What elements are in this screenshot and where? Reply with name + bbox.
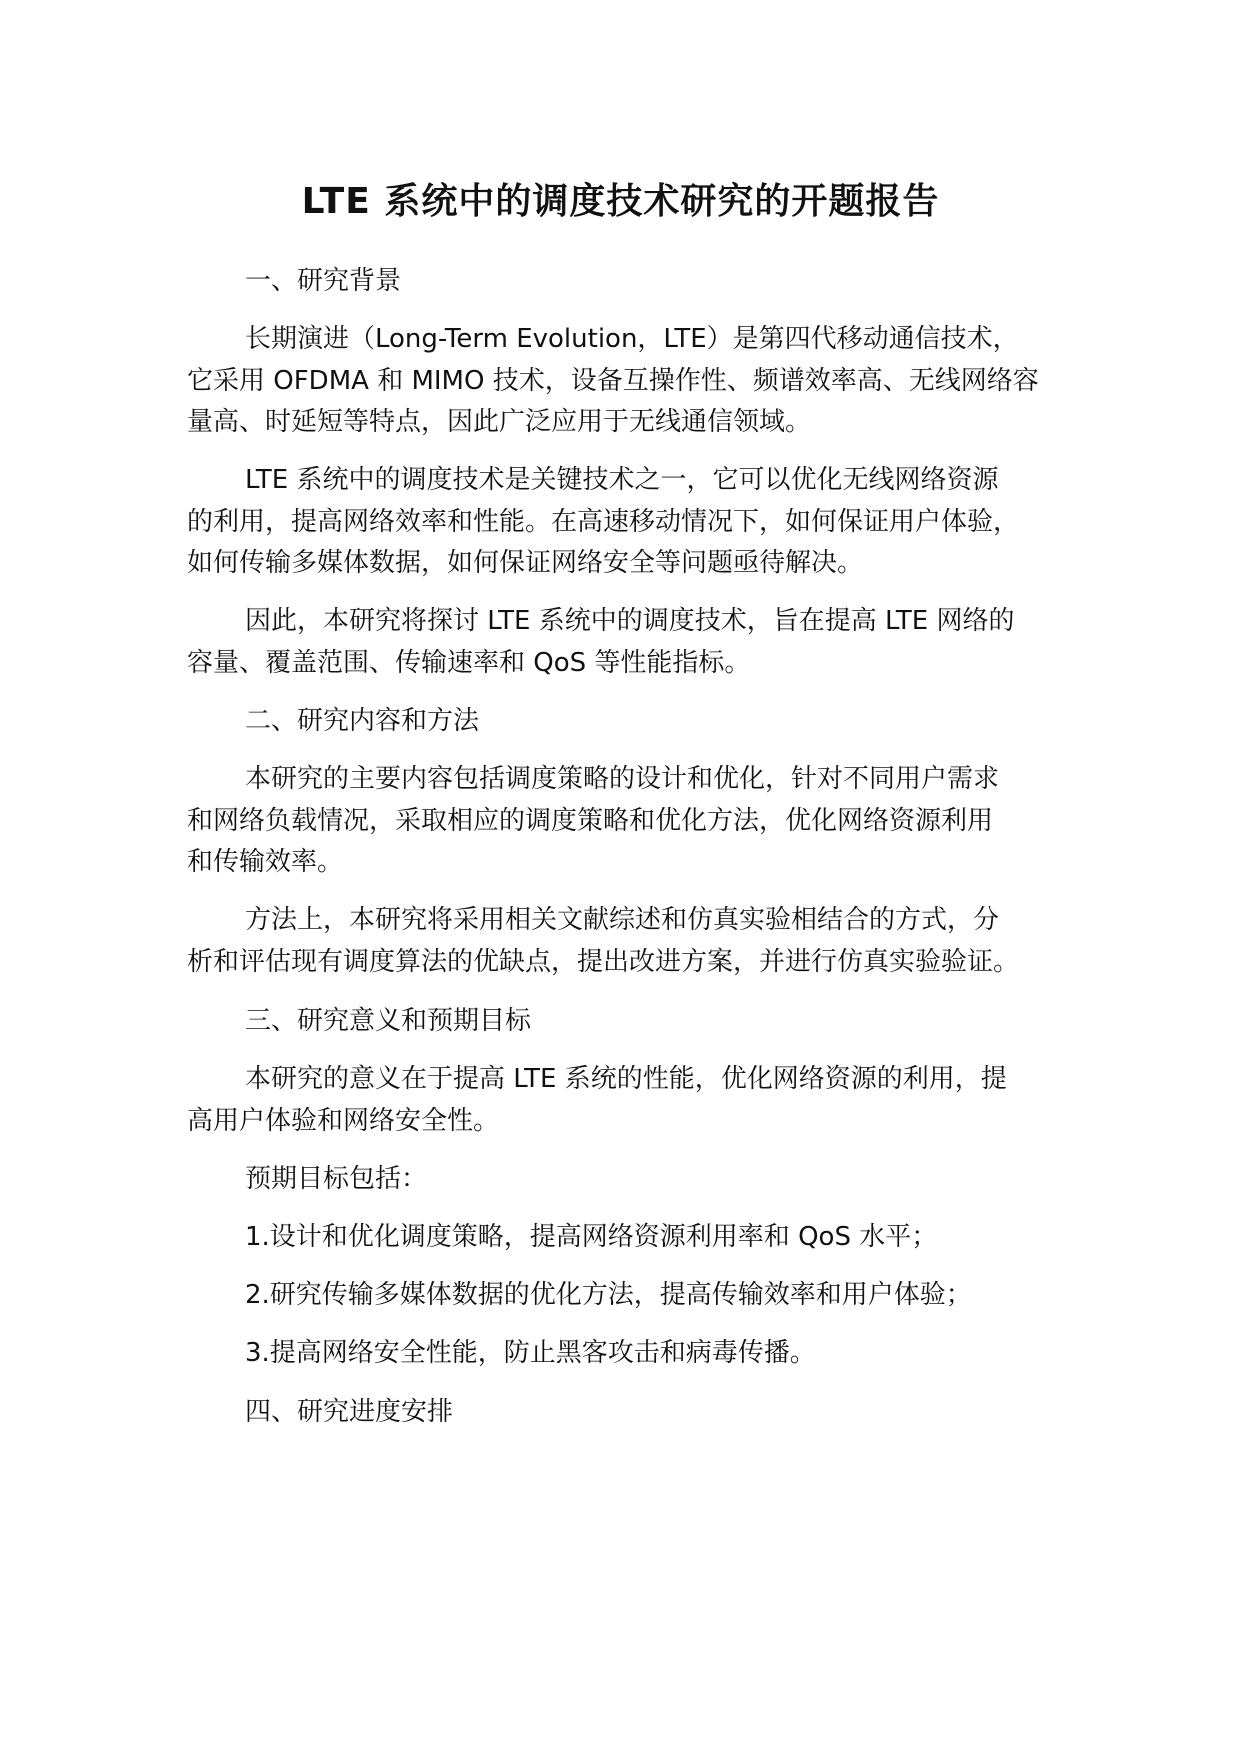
paragraph-line: 析和评估现有调度算法的优缺点，提出改进方案，并进行仿真实验验证。 [187,947,1020,977]
paragraph-line: 因此，本研究将探讨 LTE 系统中的调度技术，旨在提高 LTE 网络的 [245,606,1015,636]
section-heading-background: 一、研究背景 [245,266,402,296]
paragraph-line: 和传输效率。 [187,847,344,877]
section-heading-schedule: 四、研究进度安排 [245,1397,454,1427]
paragraph-line: LTE 系统中的调度技术是关键技术之一，它可以优化无线网络资源 [245,465,999,495]
paragraph-line: 高用户体验和网络安全性。 [187,1106,500,1136]
paragraph-line: 的利用，提高网络效率和性能。在高速移动情况下，如何保证用户体验， [187,507,1020,537]
section-heading-content-method: 二、研究内容和方法 [245,706,480,736]
paragraph-line: 预期目标包括： [245,1164,428,1194]
document-title: LTE 系统中的调度技术研究的开题报告 [301,181,940,222]
paragraph-line: 它采用 OFDMA 和 MIMO 技术，设备互操作性、频谱效率高、无线网络容 [187,366,1039,396]
paragraph-line: 本研究的主要内容包括调度策略的设计和优化，针对不同用户需求 [245,764,1000,794]
list-item: 2.研究传输多媒体数据的优化方法，提高传输效率和用户体验； [245,1280,972,1310]
section-heading-significance: 三、研究意义和预期目标 [245,1006,532,1036]
paragraph-line: 长期演进（Long-Term Evolution，LTE）是第四代移动通信技术， [245,324,1019,354]
paragraph-line: 量高、时延短等特点，因此广泛应用于无线通信领域。 [187,407,812,437]
list-item: 1.设计和优化调度策略，提高网络资源利用率和 QoS 水平； [245,1222,938,1252]
paragraph-line: 如何传输多媒体数据，如何保证网络安全等问题亟待解决。 [187,548,864,578]
paragraph-line: 本研究的意义在于提高 LTE 系统的性能，优化网络资源的利用，提 [245,1064,1007,1094]
paragraph-line: 容量、覆盖范围、传输速率和 QoS 等性能指标。 [187,648,751,678]
list-item: 3.提高网络安全性能，防止黑客攻击和病毒传播。 [245,1338,816,1368]
paragraph-line: 和网络负载情况，采取相应的调度策略和优化方法，优化网络资源利用 [187,806,994,836]
paragraph-line: 方法上，本研究将采用相关文献综述和仿真实验相结合的方式，分 [245,905,1000,935]
